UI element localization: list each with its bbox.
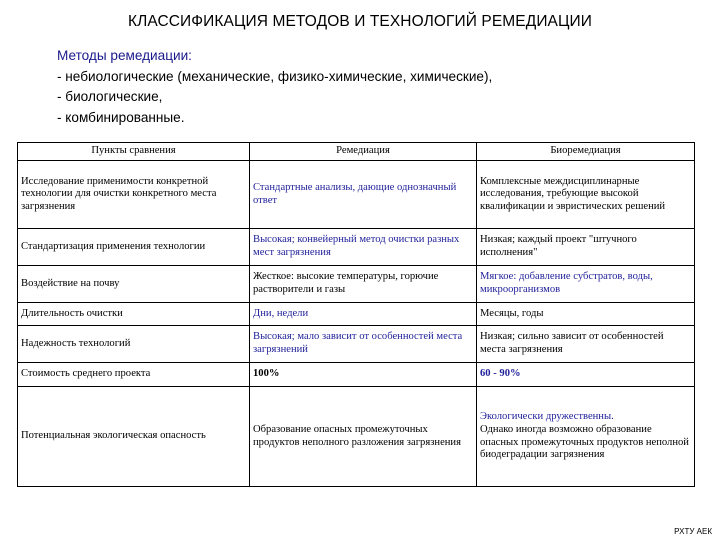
table-row: [18, 363, 695, 387]
cell-bioremediation: Комплексные междисциплинарные исследования, требующие высокой квалификации и эвристических решений: [477, 161, 695, 229]
cell-remediation: Дни, недели: [250, 303, 477, 326]
header-remediation: Ремедиация: [250, 143, 477, 161]
table-header-row: [18, 143, 695, 161]
method-item: - небиологические (механические, физико-химические, химические),: [57, 68, 493, 84]
cell-bioremediation: Низкая; сильно зависит от особенностей места загрязнения: [477, 326, 695, 363]
methods-heading: Методы ремедиации:: [57, 48, 192, 63]
cell-remediation: Жесткое: высокие температуры, горючие растворители и газы: [250, 266, 477, 303]
page-title: КЛАССИФИКАЦИЯ МЕТОДОВ И ТЕХНОЛОГИЙ РЕМЕДИАЦИИ: [127, 13, 593, 30]
method-item: - комбинированные.: [57, 109, 185, 125]
table-row: [18, 266, 695, 303]
table-row: [18, 229, 695, 266]
cell-remediation: 100%: [250, 363, 477, 387]
footer-label: РХТУ АЕК: [674, 527, 712, 536]
cell-criterion: Исследование применимости конкретной технологии для очистки конкретного места загрязнения: [18, 161, 250, 229]
table-row: [18, 303, 695, 326]
cell-remediation: Образование опасных промежуточных продуктов неполного разложения загрязнения: [250, 387, 477, 487]
header-bioremediation: Биоремедиация: [477, 143, 695, 161]
bioremediation-highlight: Экологически дружественны.: [480, 411, 614, 423]
comparison-table: [17, 142, 695, 487]
methods-intro: [57, 46, 492, 128]
cell-remediation: Стандартные анализы, дающие однозначный ответ: [250, 161, 477, 229]
cell-criterion: Стандартизация применения технологии: [18, 229, 250, 266]
cell-bioremediation: Мягкое: добавление субстратов, воды, микроорганизмов: [477, 266, 695, 303]
cell-criterion: Надежность технологий: [18, 326, 250, 363]
cell-bioremediation: 60 - 90%: [477, 363, 695, 387]
table-row: [18, 387, 695, 487]
cell-bioremediation: Месяцы, годы: [477, 303, 695, 326]
cell-bioremediation: [477, 387, 695, 487]
cell-criterion: Потенциальная экологическая опасность: [18, 387, 250, 487]
cell-bioremediation: Низкая; каждый проект "штучного исполнения": [477, 229, 695, 266]
bioremediation-text: Однако иногда возможно образование опасных промежуточных продуктов неполной биодеградации загрязнения: [480, 423, 689, 461]
table-row: [18, 326, 695, 363]
cell-remediation: Высокая; мало зависит от особенностей места загрязнений: [250, 326, 477, 363]
cell-remediation: Высокая; конвейерный метод очистки разных мест загрязнения: [250, 229, 477, 266]
method-item: - биологические,: [57, 89, 163, 104]
table-row: [18, 161, 695, 229]
cell-criterion: Воздействие на почву: [18, 266, 250, 303]
header-criterion: Пункты сравнения: [18, 143, 250, 161]
cell-criterion: Длительность очистки: [18, 303, 250, 326]
cell-criterion: Стоимость среднего проекта: [18, 363, 250, 387]
